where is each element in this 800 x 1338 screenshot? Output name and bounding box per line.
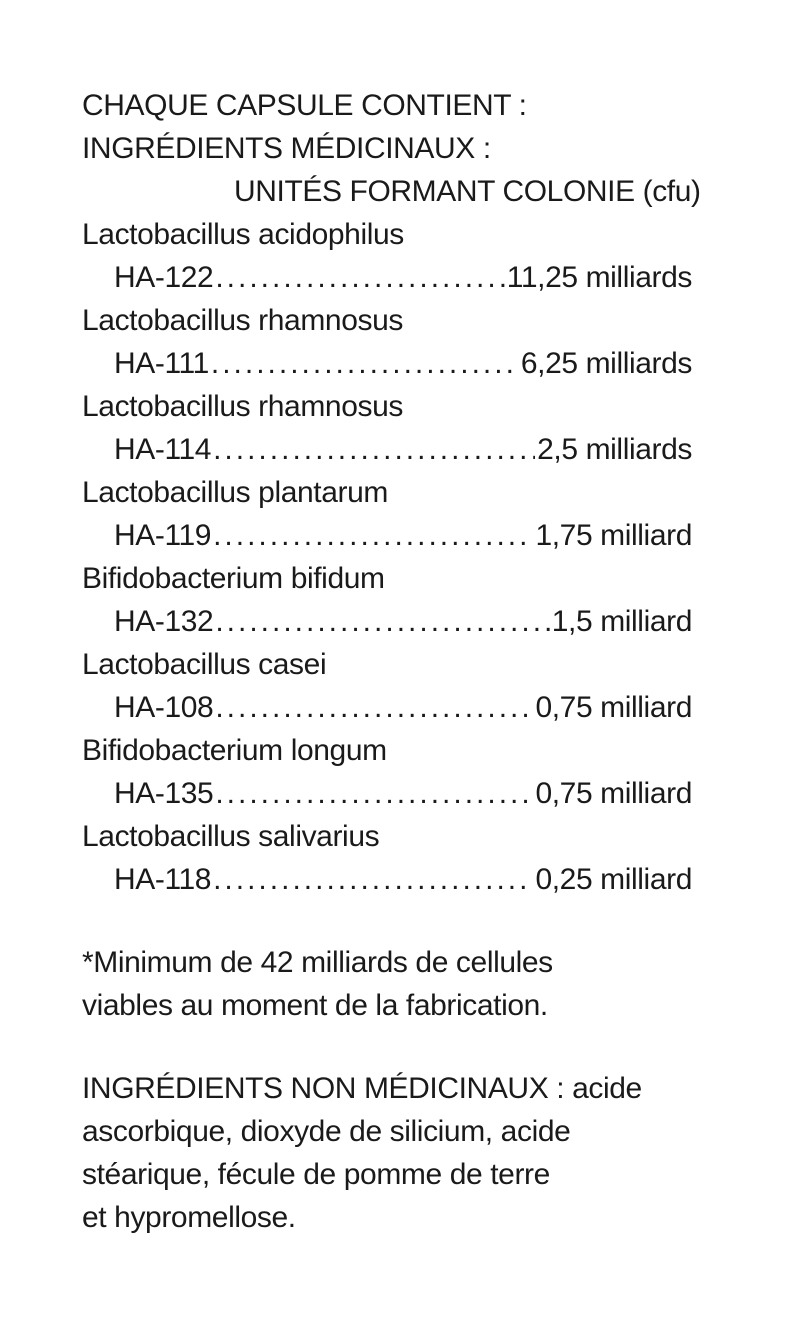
ingredient-item: [82, 471, 732, 557]
viability-note-line: viables au moment de la fabrication.: [82, 989, 548, 1022]
dot-leader: [215, 256, 504, 299]
capsule-contents-heading: CHAQUE CAPSULE CONTIENT :: [82, 89, 527, 122]
species-name: Lactobacillus salivarius: [82, 820, 380, 853]
species-name: Bifidobacterium longum: [82, 734, 387, 767]
species-name: Lactobacillus rhamnosus: [82, 390, 403, 423]
medicinal-ingredients-heading: INGRÉDIENTS MÉDICINAUX :: [82, 132, 491, 165]
strain-row: [82, 514, 692, 557]
viability-note: [82, 941, 732, 1027]
species-name: Bifidobacterium bifidum: [82, 562, 385, 595]
non-medicinal-line: ascorbique, dioxyde de silicium, acide: [82, 1115, 571, 1148]
strain-code: HA-119: [114, 519, 212, 552]
cfu-amount: 0,75 milliard: [535, 691, 692, 724]
supplement-facts-panel: [82, 84, 732, 1239]
species-name: Lactobacillus acidophilus: [82, 218, 404, 251]
ingredient-item: [82, 299, 732, 385]
species-name: Lactobacillus rhamnosus: [82, 304, 403, 337]
strain-code: HA-122: [114, 261, 214, 294]
cfu-amount: 11,25 milliards: [506, 261, 692, 294]
dot-leader: [213, 858, 533, 901]
strain-row: [82, 858, 692, 901]
strain-code: HA-132: [114, 605, 214, 638]
ingredient-item: [82, 815, 732, 901]
strain-code: HA-135: [114, 777, 214, 810]
cfu-amount: 2,5 milliards: [537, 433, 692, 466]
dot-leader: [215, 686, 533, 729]
ingredient-item: [82, 643, 732, 729]
non-medicinal-line: INGRÉDIENTS NON MÉDICINAUX : acide: [82, 1072, 642, 1105]
species-name: Lactobacillus plantarum: [82, 476, 388, 509]
dot-leader: [211, 342, 519, 385]
cfu-amount: 1,5 milliard: [551, 605, 692, 638]
strain-code: HA-111: [114, 347, 209, 380]
strain-row: [82, 772, 692, 815]
viability-note-line: *Minimum de 42 milliards de cellules: [82, 946, 553, 979]
cfu-amount: 0,25 milliard: [535, 863, 692, 896]
species-name: Lactobacillus casei: [82, 648, 327, 681]
strain-row: [82, 686, 692, 729]
strain-code: HA-118: [114, 863, 212, 896]
ingredient-item: [82, 729, 732, 815]
dot-leader: [215, 600, 549, 643]
dot-leader: [215, 772, 533, 815]
cfu-amount: 6,25 milliards: [520, 347, 692, 380]
non-medicinal-line: stéarique, fécule de pomme de terre: [82, 1158, 550, 1191]
dot-leader: [213, 428, 535, 471]
dot-leader: [213, 514, 533, 557]
strain-code: HA-108: [114, 691, 214, 724]
strain-row: [82, 342, 692, 385]
non-medicinal-ingredients: [82, 1067, 732, 1239]
strain-row: [82, 256, 692, 299]
strain-row: [82, 428, 692, 471]
strain-row: [82, 600, 692, 643]
cfu-amount: 1,75 milliard: [535, 519, 692, 552]
ingredient-list: [82, 213, 732, 901]
cfu-amount: 0,75 milliard: [535, 777, 692, 810]
ingredient-item: [82, 557, 732, 643]
cfu-units-heading: UNITÉS FORMANT COLONIE (cfu): [234, 175, 701, 208]
ingredient-item: [82, 385, 732, 471]
non-medicinal-line: et hypromellose.: [82, 1201, 296, 1234]
ingredient-item: [82, 213, 732, 299]
strain-code: HA-114: [114, 433, 212, 466]
